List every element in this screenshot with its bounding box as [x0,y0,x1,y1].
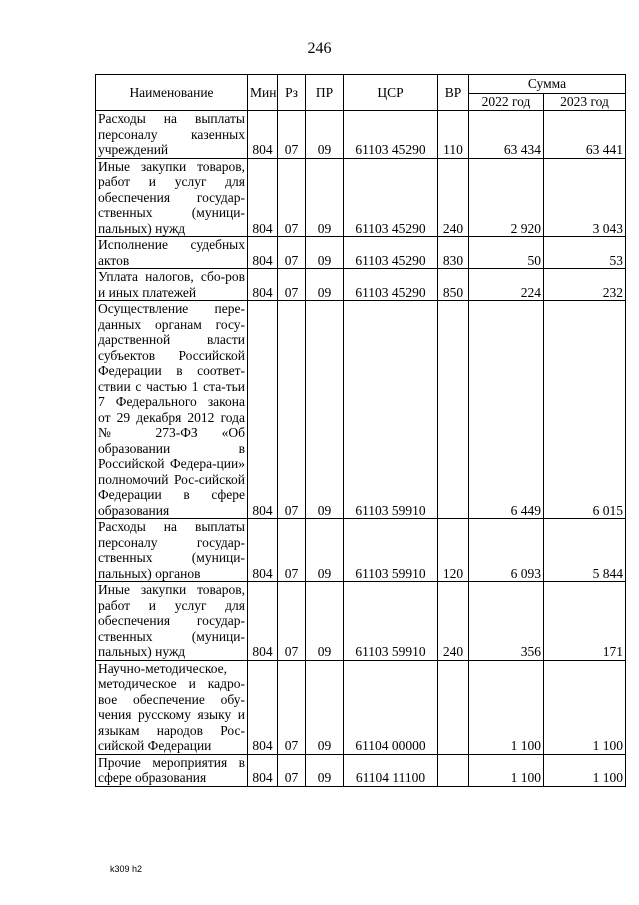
page-number: 246 [307,40,332,57]
cell-csr: 61104 00000 [344,660,438,754]
cell-pr: 09 [306,754,344,786]
cell-rz: 07 [278,301,306,519]
cell-min: 804 [248,111,278,159]
cell-y2022: 1 100 [469,660,544,754]
cell-min: 804 [248,582,278,661]
cell-csr: 61104 11100 [344,754,438,786]
cell-csr: 61103 59910 [344,582,438,661]
cell-vr: 120 [438,519,469,582]
table-body [96,111,626,787]
cell-min: 804 [248,237,278,269]
cell-pr: 09 [306,158,344,237]
cell-y2023: 53 [544,237,626,269]
cell-y2022: 2 920 [469,158,544,237]
table-row [96,158,626,237]
cell-y2023: 171 [544,582,626,661]
table-row [96,111,626,159]
cell-pr: 09 [306,582,344,661]
header-pr: ПР [306,75,344,111]
table-row [96,269,626,301]
cell-min: 804 [248,269,278,301]
cell-y2022: 6 093 [469,519,544,582]
cell-name: Расходы на выплаты персоналу казенных учреждений [96,111,248,159]
cell-y2022: 6 449 [469,301,544,519]
cell-name: Научно-методическое, методическое и кадро-вое обеспечение обу-чения русскому языку и языкам народов Рос-сийской Федерации [96,660,248,754]
cell-name: Осуществление пере-данных органам госу-дарственной власти субъектов Российской Федерации в соответ-ствии с частью 1 ста-тьи 7 Федерального закона от 29 декабря 2012 года № 273-ФЗ «Об образовании в Российской Федера-ции» полномочий Рос-сийской Федерации в сфере образования [96,301,248,519]
cell-rz: 07 [278,754,306,786]
cell-name: Исполнение судебных актов [96,237,248,269]
cell-min: 804 [248,519,278,582]
table-row [96,660,626,754]
header-year-2022: 2022 год [469,94,544,111]
cell-y2023: 232 [544,269,626,301]
cell-y2022: 1 100 [469,754,544,786]
cell-vr [438,301,469,519]
cell-y2023: 6 015 [544,301,626,519]
table-row [96,582,626,661]
header-vr: ВР [438,75,469,111]
cell-y2022: 63 434 [469,111,544,159]
cell-vr: 240 [438,158,469,237]
cell-vr: 240 [438,582,469,661]
header-sum: Сумма [469,75,626,94]
header-rz: Рз [278,75,306,111]
cell-csr: 61103 45290 [344,269,438,301]
cell-pr: 09 [306,301,344,519]
cell-csr: 61103 59910 [344,519,438,582]
header-year-2023: 2023 год [544,94,626,111]
cell-rz: 07 [278,237,306,269]
cell-min: 804 [248,301,278,519]
cell-pr: 09 [306,519,344,582]
table-row [96,237,626,269]
cell-pr: 09 [306,237,344,269]
cell-vr: 830 [438,237,469,269]
cell-rz: 07 [278,660,306,754]
cell-csr: 61103 45290 [344,111,438,159]
cell-vr [438,754,469,786]
cell-y2022: 356 [469,582,544,661]
table-row [96,301,626,519]
table-row [96,519,626,582]
cell-name: Прочие мероприятия в сфере образования [96,754,248,786]
cell-name: Уплата налогов, сбо-ров и иных платежей [96,269,248,301]
cell-csr: 61103 59910 [344,301,438,519]
cell-name: Расходы на выплаты персоналу государ-ственных (муници-пальных) органов [96,519,248,582]
header-name: Наименование [96,75,248,111]
cell-vr: 110 [438,111,469,159]
cell-min: 804 [248,660,278,754]
budget-table [95,74,626,787]
cell-rz: 07 [278,111,306,159]
cell-rz: 07 [278,519,306,582]
cell-y2022: 50 [469,237,544,269]
cell-pr: 09 [306,660,344,754]
cell-pr: 09 [306,269,344,301]
header-csr: ЦСР [344,75,438,111]
footer-code: k309 h2 [110,864,143,874]
cell-y2023: 1 100 [544,754,626,786]
table-row [96,754,626,786]
cell-name: Иные закупки товаров, работ и услуг для обеспечения государ-ственных (муници-пальных) нужд [96,158,248,237]
cell-csr: 61103 45290 [344,237,438,269]
cell-y2023: 5 844 [544,519,626,582]
cell-y2023: 63 441 [544,111,626,159]
cell-y2023: 3 043 [544,158,626,237]
cell-y2022: 224 [469,269,544,301]
cell-rz: 07 [278,269,306,301]
cell-rz: 07 [278,158,306,237]
cell-csr: 61103 45290 [344,158,438,237]
cell-vr [438,660,469,754]
cell-y2023: 1 100 [544,660,626,754]
header-min: Мин [248,75,278,111]
cell-pr: 09 [306,111,344,159]
cell-vr: 850 [438,269,469,301]
cell-name: Иные закупки товаров, работ и услуг для обеспечения государ-ственных (муници-пальных) нужд [96,582,248,661]
cell-min: 804 [248,754,278,786]
cell-min: 804 [248,158,278,237]
cell-rz: 07 [278,582,306,661]
